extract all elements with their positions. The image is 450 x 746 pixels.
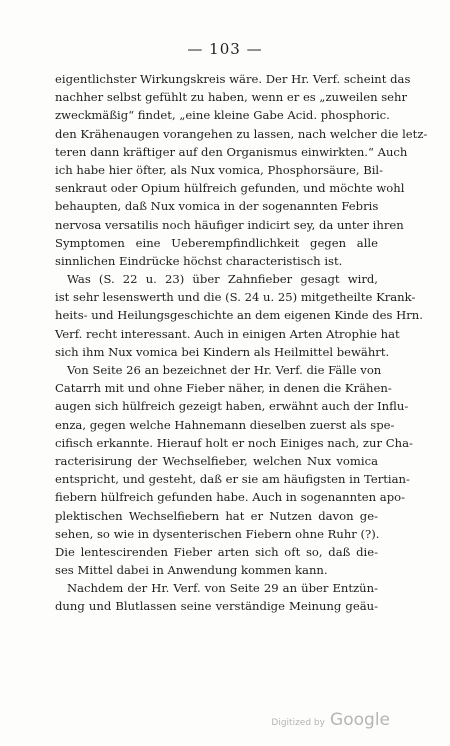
text-line: Catarrh mit und ohne Fieber näher, in denen die Krähen- [55,381,392,396]
text-line: dung und Blutlassen seine verständige Meinung geäu- [55,599,378,614]
text-line: enza, gegen welche Hahnemann dieselben zuerst als spe- [55,417,395,432]
text-line: ich habe hier öfter, als Nux vomica, Phosphorsäure, Bil- [55,162,384,177]
watermark-prefix: Digitized by [271,718,325,728]
text-line: Verf. recht interessant. Auch in einigen Arten Atrophie hat [55,326,400,341]
text-line: racterisirung der Wechselfieber, welchen Nux vomica [55,453,378,468]
text-line: zweckmäßig“ findet, „eine kleine Gabe Acid. phosphoric. [55,108,390,123]
text-line: ses Mittel dabei in Anwendung kommen kann. [55,563,328,578]
body-text [55,70,428,616]
text-line: den Krähenaugen vorangehen zu lassen, nach welcher die letz- [55,126,428,141]
text-line: nervosa versatilis noch häufiger indicirt sey, da unter ihren [55,217,404,232]
text-line: senkraut oder Opium hülfreich gefunden, und möchte wohl [55,181,405,196]
text-line: Was (S. 22 u. 23) über Zahnfieber gesagt wird, [67,272,378,287]
text-line: Die lentescirenden Fieber arten sich oft so, daß die- [55,544,378,559]
text-line: behaupten, daß Nux vomica in der sogenannten Febris [55,199,379,214]
page-number: — 103 — [187,40,263,58]
text-line: plektischen Wechselfiebern hat er Nutzen davon ge- [55,508,378,523]
text-line: entspricht, und gesteht, daß er sie am häufigsten in Tertian- [55,472,410,487]
text-line: fiebern hülfreich gefunden habe. Auch in sogenannten apo- [55,490,406,505]
text-line: teren dann kräftiger auf den Organismus einwirkten.“ Auch [55,144,408,159]
text-line: sehen, so wie in dysenterischen Fiebern ohne Ruhr (?). [55,526,380,541]
text-line: sinnlichen Eindrücke höchst characteristisch ist. [55,253,343,268]
text-line: sich ihm Nux vomica bei Kindern als Heilmittel bewährt. [55,344,390,359]
google-watermark [271,710,390,730]
text-line: cifisch erkannte. Hierauf holt er noch Einiges nach, zur Cha- [55,435,413,450]
text-line: Symptomen eine Ueberempfindlichkeit gegen alle [55,235,378,250]
watermark-brand: Google [330,710,390,730]
text-line: heits- und Heilungsgeschichte an dem eigenen Kinde des Hrn. [55,308,423,323]
text-line: Von Seite 26 an bezeichnet der Hr. Verf. die Fälle von [67,363,382,377]
text-line: Nachdem der Hr. Verf. von Seite 29 an über Entzün- [67,581,378,596]
text-line: eigentlichster Wirkungskreis wäre. Der Hr. Verf. scheint das [55,72,411,86]
text-line: nachher selbst gefühlt zu haben, wenn er es „zuweilen sehr [55,90,408,105]
text-line: ist sehr lesenswerth und die (S. 24 u. 25) mitgetheilte Krank- [55,290,416,305]
text-line: augen sich hülfreich gezeigt haben, erwähnt auch der Influ- [55,399,409,414]
